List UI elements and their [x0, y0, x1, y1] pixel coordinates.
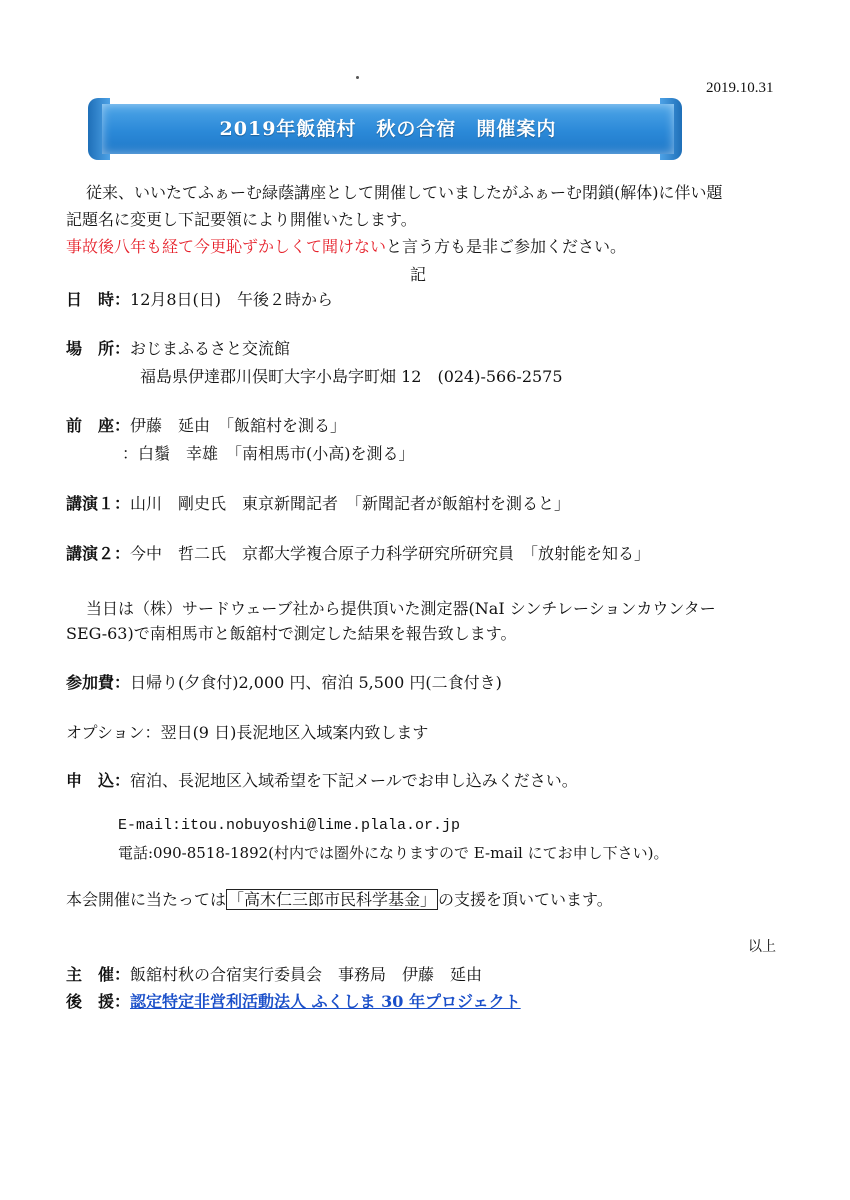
lecture1-value: 山川 剛史氏 東京新聞記者 「新聞記者が飯舘村を測ると」	[130, 494, 571, 513]
intro-line-1: 従来、いいたてふぁーむ緑蔭講座として開催していましたがふぁーむ閉鎖(解体)に伴い題	[86, 183, 723, 202]
sponsor-label: 後 援：	[66, 992, 131, 1011]
fee-label: 参加費：	[66, 673, 131, 692]
organizer-value: 飯舘村秋の合宿実行委員会 事務局 伊藤 延由	[130, 965, 483, 984]
datetime-row	[66, 287, 333, 310]
support-fund: 「高木仁三郎市民科学基金」	[228, 890, 437, 909]
option-label: オプション：	[66, 723, 161, 742]
intro-line-3-rest: と言う方も是非ご参加ください。	[386, 237, 627, 256]
zenza-row	[66, 413, 346, 436]
support-post: の支援を頂いています。	[438, 890, 613, 909]
report-line-2: SEG-63)で南相馬市と飯舘村で測定した結果を報告致します。	[66, 624, 517, 643]
intro-red-text: 事故後八年も経て今更恥ずかしくて聞けない	[66, 237, 387, 256]
title-banner	[88, 98, 682, 160]
ijou-mark: 以上	[748, 939, 776, 955]
sponsor-row	[66, 989, 521, 1012]
apply-label: 申 込：	[66, 771, 131, 790]
zenza-label: 前 座：	[66, 416, 131, 435]
lecture2-row	[66, 541, 650, 564]
lecture1-row	[66, 491, 570, 514]
intro-line-3	[66, 234, 626, 257]
place-name: おじまふるさと交流館	[130, 339, 291, 358]
stray-dot	[356, 76, 359, 79]
apply-value: 宿泊、長泥地区入域希望を下記メールでお申し込みください。	[130, 771, 578, 790]
document-date: 2019.10.31	[706, 80, 774, 96]
organizer-label: 主 催：	[66, 965, 131, 984]
fee-value: 日帰り(夕食付)2,000 円、宿泊 5,500 円(二食付き)	[130, 673, 502, 692]
lecture1-label: 講演１：	[66, 494, 131, 513]
apply-email[interactable]: E-mail:itou.nobuyoshi@lime.plala.or.jp	[118, 817, 461, 834]
support-pre: 本会開催に当たっては	[66, 890, 227, 909]
place-row	[66, 336, 290, 359]
fee-row	[66, 670, 502, 693]
support-line	[66, 887, 613, 910]
datetime-value: 12月8日(日) 午後２時から	[130, 290, 334, 309]
zenza-item-2: ：白鬚 幸雄 「南相馬市(小高)を測る」	[122, 444, 415, 463]
option-value: 翌日(9 日)長泥地区入域案内致します	[160, 723, 429, 742]
page-title: 2019年飯舘村 秋の合宿 開催案内	[219, 118, 557, 140]
apply-row	[66, 768, 578, 791]
datetime-label: 日 時：	[66, 290, 131, 309]
intro-line-2: 記題名に変更し下記要領により開催いたします。	[66, 210, 417, 229]
ki-mark: 記	[410, 265, 427, 284]
option-row	[66, 720, 428, 743]
organizer-row	[66, 962, 482, 985]
lecture2-value: 今中 哲二氏 京都大学複合原子力科学研究所研究員 「放射能を知る」	[130, 544, 651, 563]
place-label: 場 所：	[66, 339, 131, 358]
apply-phone: 電話:090-8518-1892(村内では圏外になりますので E-mail にてお申し下さい)。	[118, 844, 669, 862]
place-address: 福島県伊達郡川俣町大字小島字町畑 12 (024)-566-2575	[140, 367, 563, 386]
report-line-1: 当日は（株）サードウェーブ社から提供頂いた測定器(NaI シンチレーションカウンター	[86, 599, 716, 618]
zenza-item-1: 伊藤 延由 「飯舘村を測る」	[130, 416, 347, 435]
lecture2-label: 講演２：	[66, 544, 131, 563]
sponsor-link[interactable]: 認定特定非営利活動法人 ふくしま 30 年プロジェクト	[130, 992, 521, 1011]
